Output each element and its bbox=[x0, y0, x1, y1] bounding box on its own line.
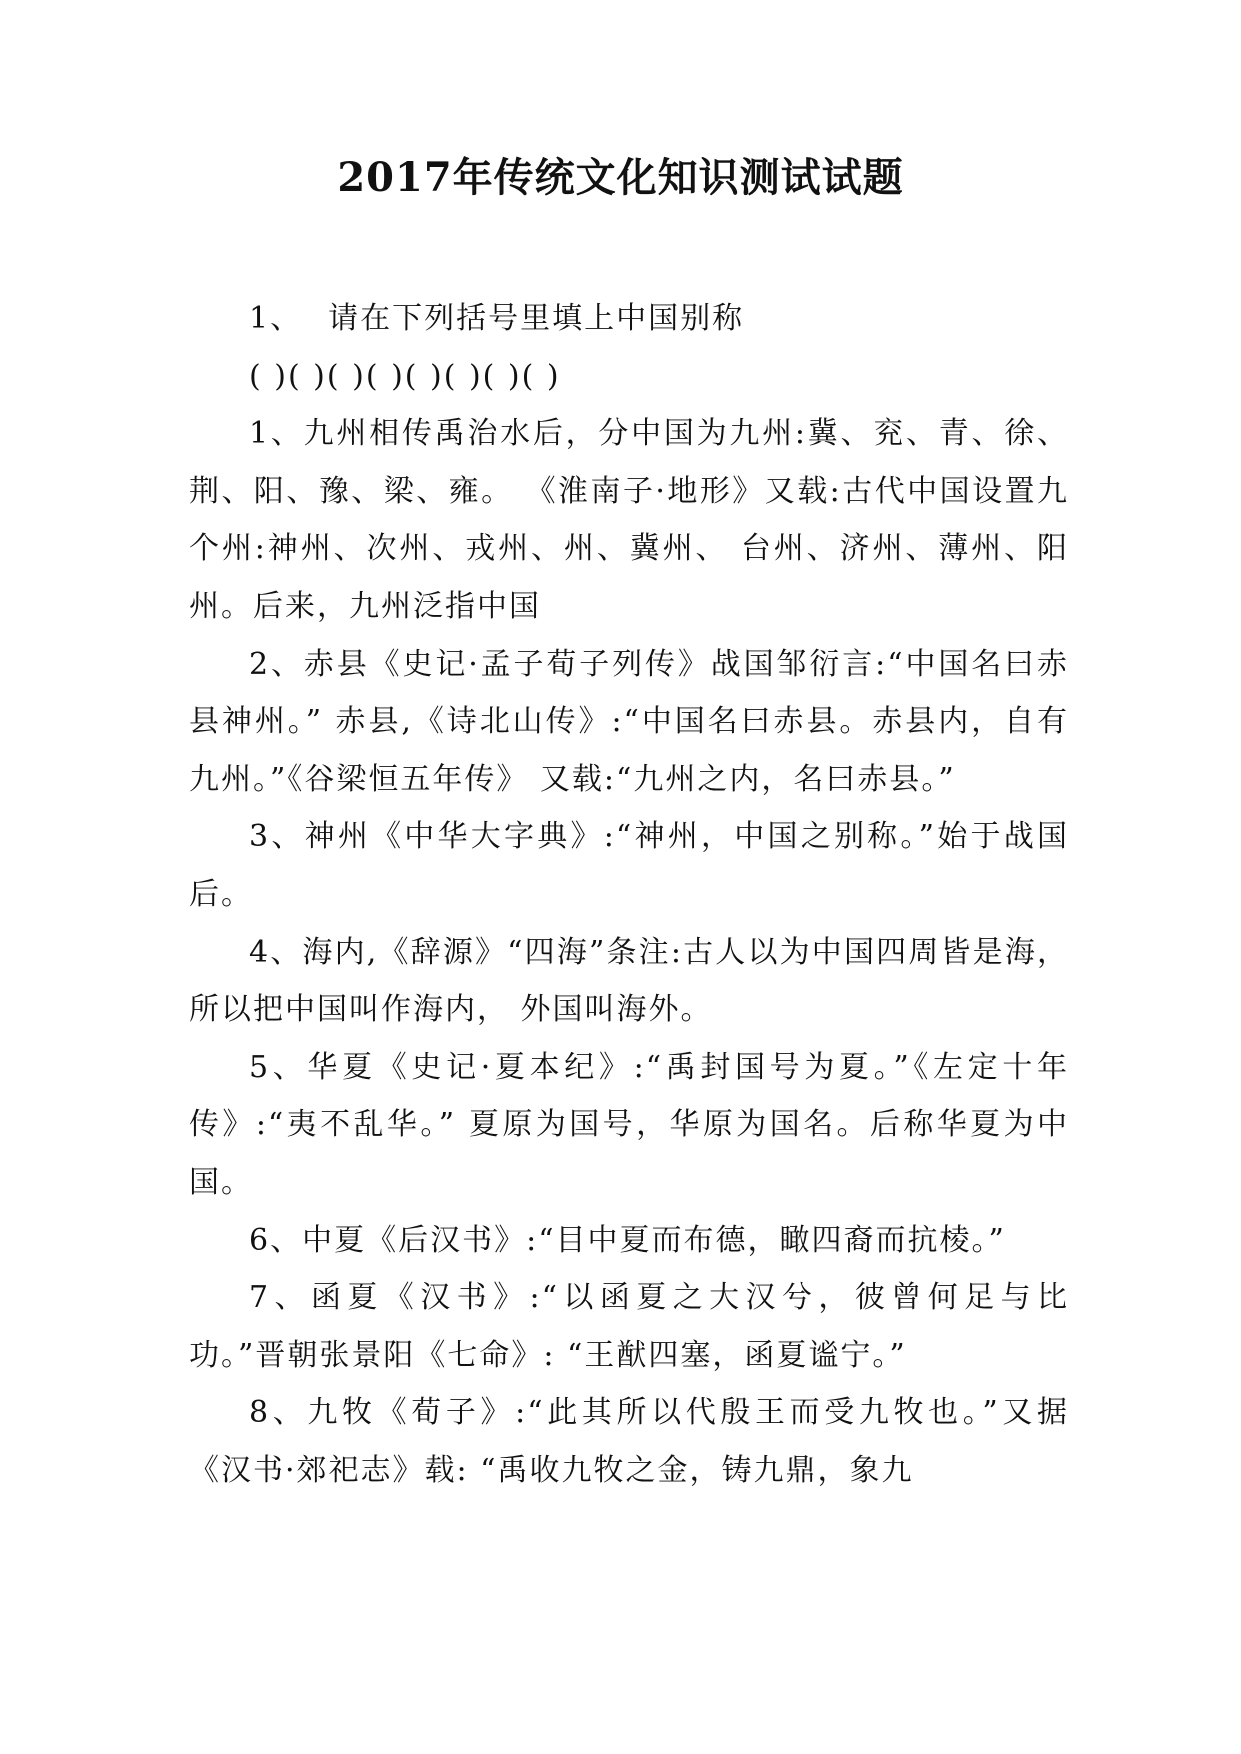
document-body bbox=[189, 290, 1069, 1499]
question-number: 1、 bbox=[249, 301, 303, 336]
paragraph-huaxia: 5、华夏《史记·夏本纪》:“禹封国号为夏。”《左定十年传》:“夷不乱华。” 夏原为国号，华原为国名。后称华夏为中国。 bbox=[189, 1049, 1069, 1200]
paragraph-hanxia: 7、函夏《汉书》:“以函夏之大汉兮，彼曾何足与比功。”晋朝张景阳《七命》: “王猷四塞，函夏谧宁。” bbox=[189, 1280, 1069, 1373]
paragraph-hainei: 4、海内,《辞源》“四海”条注:古人以为中国四周皆是海，所以把中国叫作海内， 外国叫海外。 bbox=[189, 934, 1069, 1028]
document-title: 2017年传统文化知识测试试题 bbox=[337, 154, 904, 201]
question-blanks: ( )( )( )( )( )( )( )( ) bbox=[249, 358, 561, 394]
paragraph-shenzhou: 3、神州《中华大字典》:“神州，中国之别称。”始于战国后。 bbox=[189, 819, 1069, 912]
question-line bbox=[189, 290, 1069, 348]
paragraph-jiumu: 8、九牧《荀子》:“此其所以代殷王而受九牧也。”又据《汉书·郊祀志》载: “禹收九牧之金，铸九鼎，象九 bbox=[189, 1395, 1069, 1488]
question-prompt: 请在下列括号里填上中国别称 bbox=[328, 301, 745, 336]
paragraph-zhongxia: 6、中夏《后汉书》:“目中夏而布德，瞰四裔而抗棱。” bbox=[249, 1222, 1006, 1258]
paragraph-jiuzhou: 1、九州相传禹治水后，分中国为九州:冀、兖、青、徐、荆、阳、豫、梁、雍。 《淮南子·地形》又载:古代中国设置九个州:神州、次州、戎州、州、冀州、 台州、济州、薄州、阳州。后来，九州泛指中国 bbox=[189, 416, 1069, 624]
paragraph-chixian: 2、赤县《史记·孟子荀子列传》战国邹衍言:“中国名曰赤县神州。” 赤县,《诗北山传》:“中国名曰赤县。赤县内，自有九州。”《谷梁恒五年传》 又载:“九州之内，名曰赤县。” bbox=[189, 646, 1069, 797]
